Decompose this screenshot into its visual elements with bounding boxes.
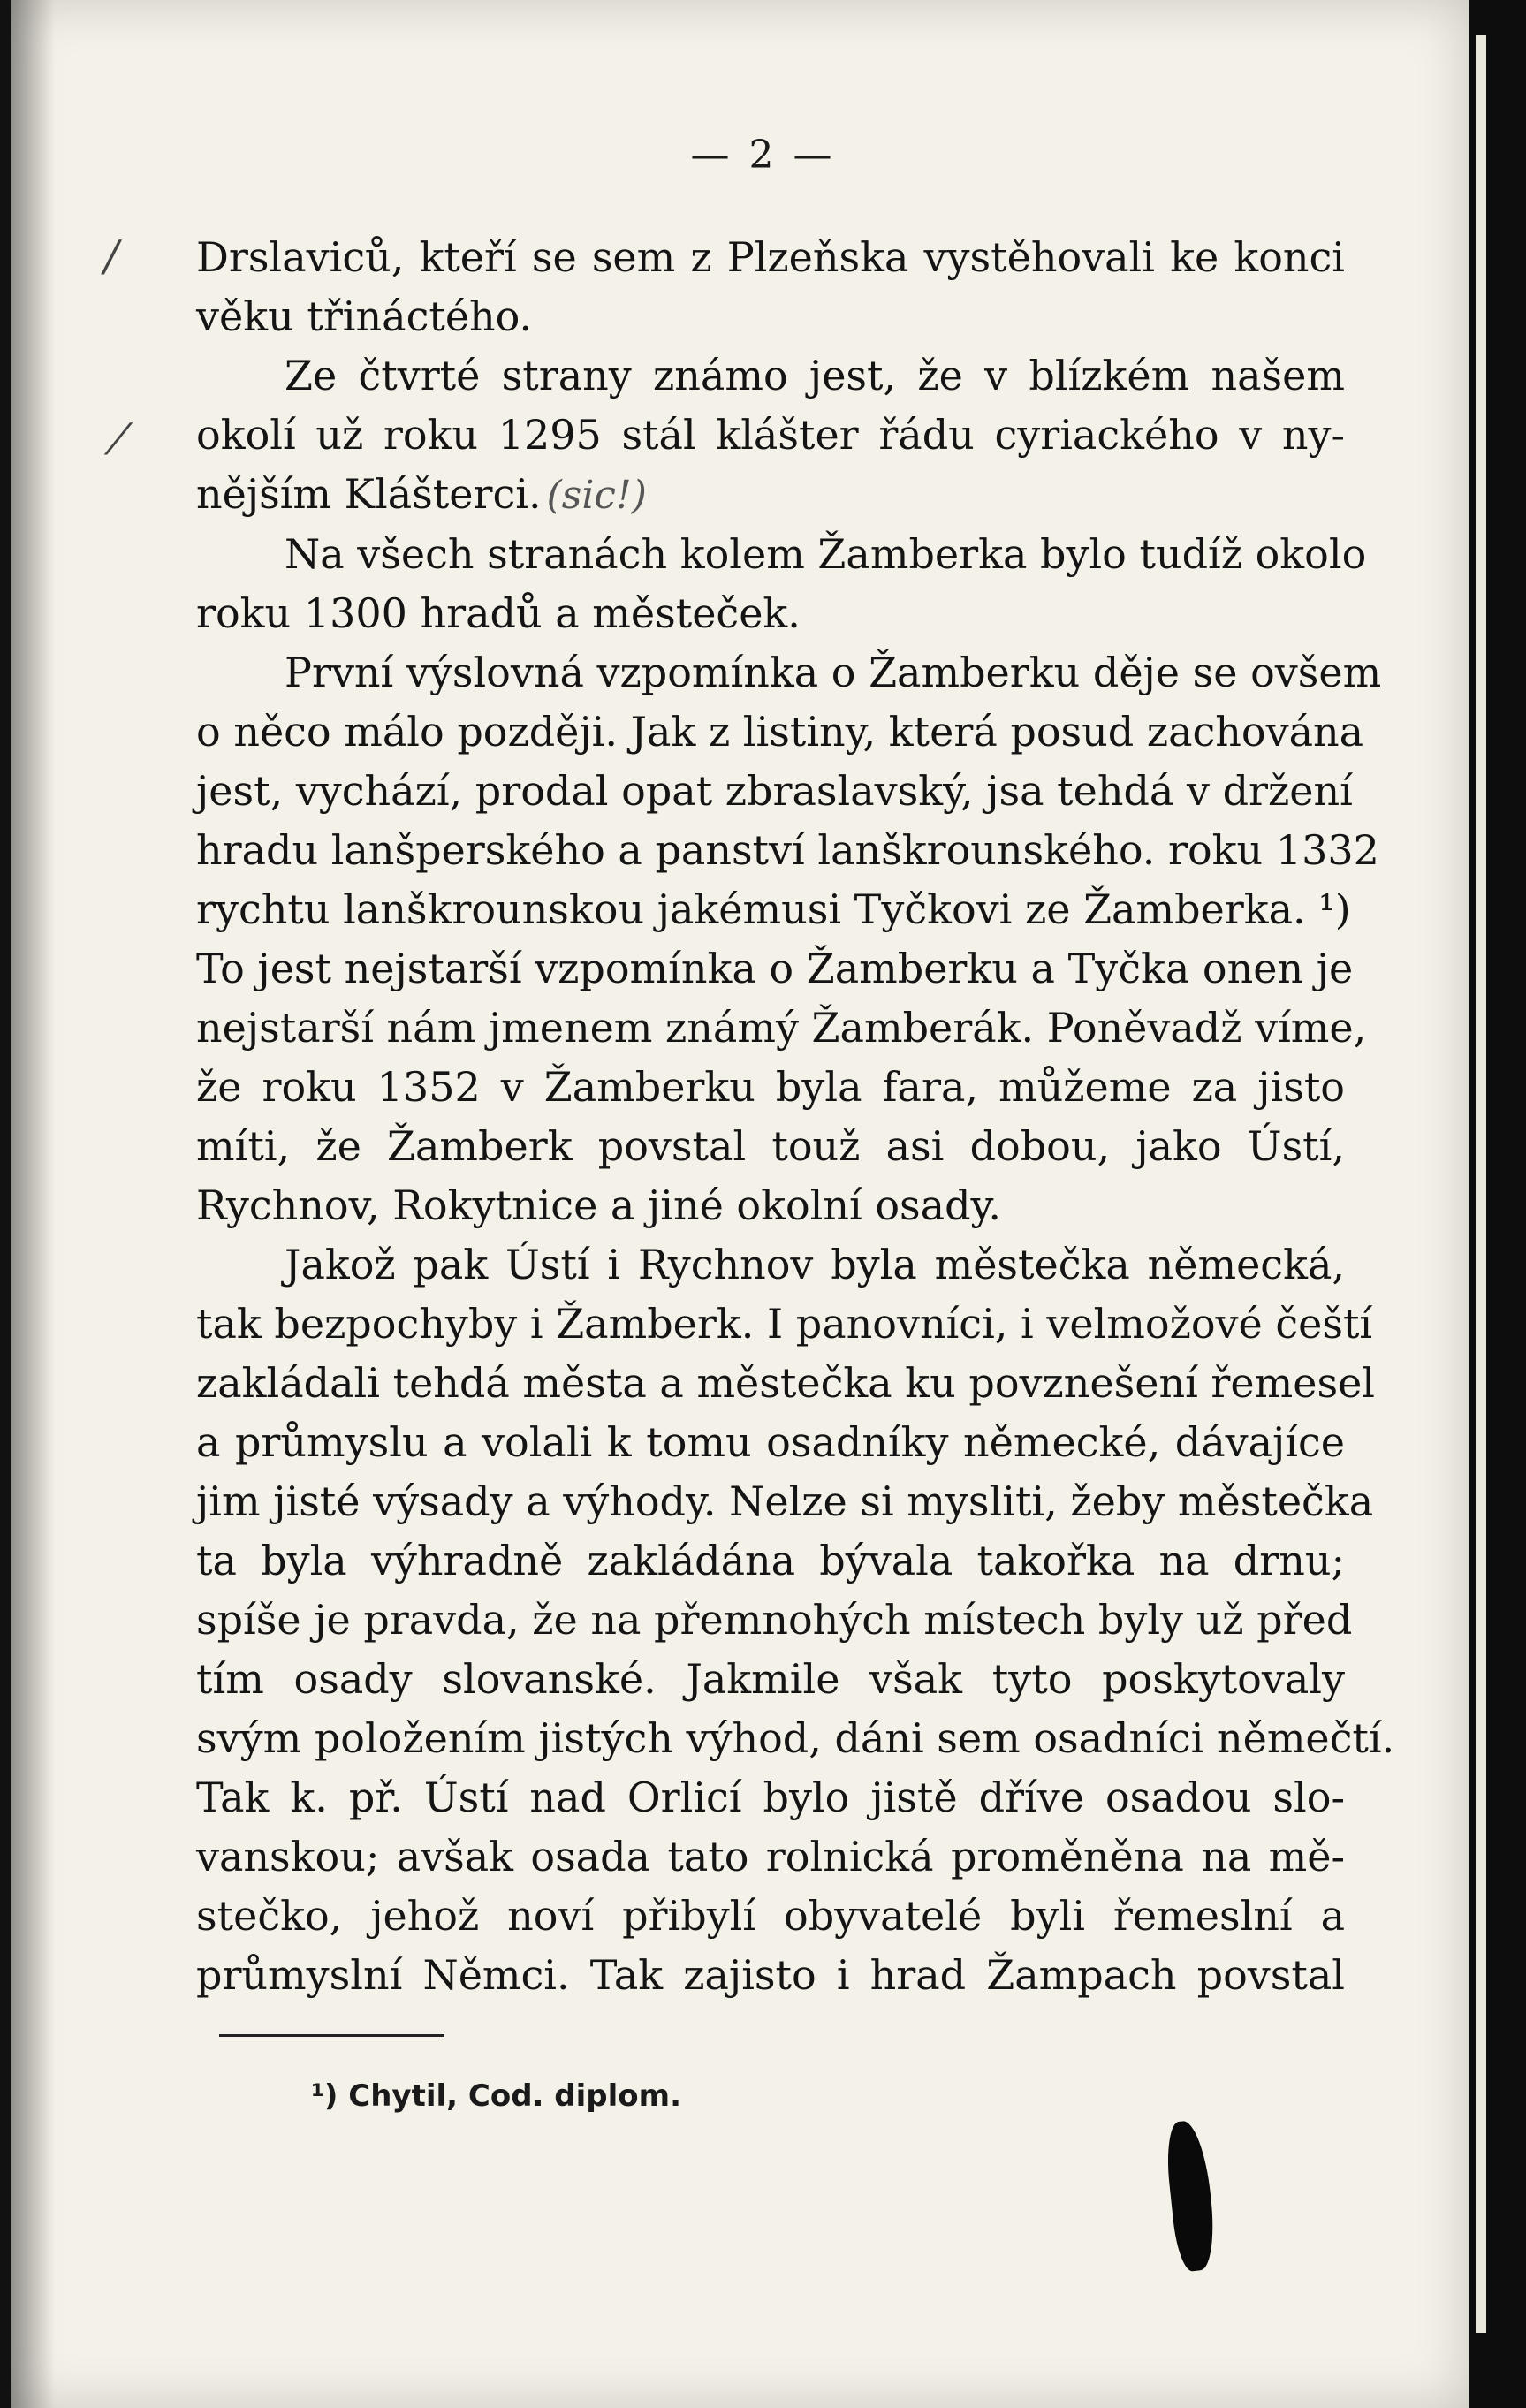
gutter-shadow [11,0,55,2408]
margin-pencil-mark: ⁄ [115,415,123,465]
text-line: že roku 1352 v Žamberku byla fara, můžeme za jisto [196,1063,1345,1111]
text-line: Rychnov, Rokytnice a jiné okolní osady. [196,1181,1002,1229]
text-line: a průmyslu a volali k tomu osadníky německé, dávajíce [196,1418,1345,1466]
handwritten-note: (sic!) [546,473,647,518]
text-line: míti, že Žamberk povstal touž asi dobou, jako Ústí, [196,1122,1345,1170]
footnote: ¹) Chytil, Cod. diplom. [311,2078,681,2114]
text-line [196,465,1345,525]
footnote-rule [219,2034,444,2037]
text-line: zakládali tehdá města a městečka ku povznešení řemesel [196,1359,1375,1407]
text-line: jest, vychází, prodal opat zbraslavský, jsa tehdá v držení [196,767,1353,815]
margin-pencil-mark: / [104,232,119,281]
text-line: ta byla výhradně zakládána bývala takořka na drnu; [196,1537,1345,1584]
text-line: vanskou; avšak osada tato rolnická proměněna na mě- [196,1833,1345,1880]
text-line: průmyslní Němci. Tak zajisto i hrad Žampach povstal [196,1951,1345,1999]
page-number: — 2 — [690,133,836,178]
text-line: tak bezpochyby i Žamberk. I panovníci, i velmožové čeští [196,1300,1373,1348]
text-line: rychtu lanškrounskou jakémusi Tyčkovi ze Žamberka. ¹) [196,885,1351,933]
text-line: věku třináctého. [196,292,533,340]
text-line: o něco málo později. Jak z listiny, která posud zachována [196,708,1364,756]
text-line: nejstarší nám jmenem známý Žamberák. Poněvadž víme, [196,1004,1367,1052]
body-text [196,228,1395,2005]
page-edge-strip [1476,35,1486,2333]
text-line: svým položením jistých výhod, dáni sem osadníci němečtí. [196,1714,1395,1762]
text-line: jim jisté výsady a výhody. Nelze si mysliti, žeby městečka [196,1477,1374,1525]
text-line: tím osady slovanské. Jakmile však tyto poskytovaly [196,1655,1345,1703]
text-line: stečko, jehož noví přibylí obyvatelé byli řemeslní a [196,1892,1345,1940]
text-line: hradu lanšperského a panství lanškrounského. roku 1332 [196,826,1379,874]
right-page-edge [1469,0,1526,2408]
text-line: Na všech stranách kolem Žamberka bylo tudíž okolo [285,530,1367,578]
text-line: okolí už roku 1295 stál klášter řádu cyriackého v ny- [196,411,1345,459]
text-line: První výslovná vzpomínka o Žamberku děje se ovšem [285,649,1382,696]
text-line: Drslaviců, kteří se sem z Plzeňska vystěhovali ke konci [196,233,1345,281]
text-line-content: nějším Klášterci. [196,470,542,518]
text-line: Tak k. př. Ústí nad Orlicí bylo jistě dříve osadou slo- [196,1774,1345,1821]
text-line: Jakož pak Ústí i Rychnov byla městečka německá, [285,1241,1345,1288]
text-line: To jest nejstarší vzpomínka o Žamberku a Tyčka onen je [196,945,1354,992]
text-line: spíše je pravda, že na přemnohých místech byly už před [196,1596,1353,1644]
text-line: roku 1300 hradů a městeček. [196,589,801,637]
text-line: Ze čtvrté strany známo jest, že v blízkém našem [285,352,1345,399]
